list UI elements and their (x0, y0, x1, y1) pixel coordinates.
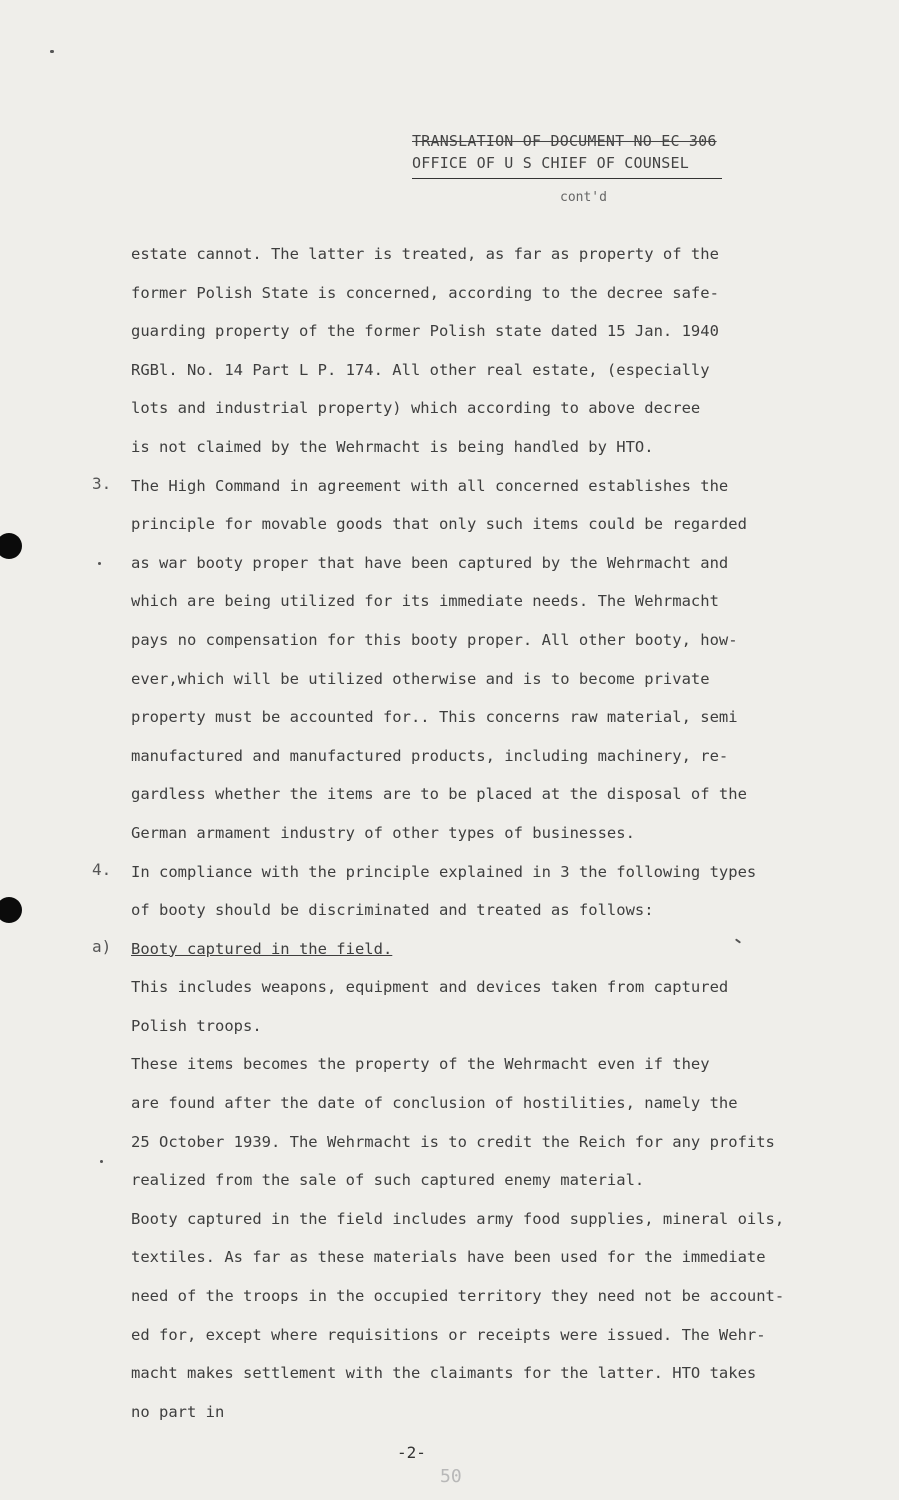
text-line: textiles. As far as these materials have been used for the immediate (131, 1248, 766, 1267)
text-line (131, 935, 831, 974)
punch-hole (0, 533, 22, 559)
text-line: estate cannot. The latter is treated, as far as property of the (131, 245, 719, 263)
text-line: gardless whether the items are to be placed at the disposal of the (131, 785, 747, 804)
section-number: 3. (92, 474, 112, 493)
text-line: realized from the sale of such captured enemy material. (131, 1171, 645, 1190)
section-heading: Booty captured in the field. (131, 939, 393, 958)
text-line: macht makes settlement with the claimants for the latter. HTO takes (131, 1364, 757, 1383)
section-number: a) (92, 937, 112, 956)
text-line: guarding property of the former Polish state dated 15 Jan. 1940 (131, 322, 719, 341)
text-line: need of the troops in the occupied territory they need not be account- (131, 1287, 785, 1306)
header-rule (412, 178, 722, 179)
text-line: which are being utilized for its immediate needs. The Wehrmacht (131, 592, 719, 611)
text-line: as war booty proper that have been captured by the Wehrmacht and (131, 553, 729, 572)
text-line: This includes weapons, equipment and devices taken from captured (131, 978, 729, 997)
document-header (412, 132, 737, 179)
section-number: 4. (92, 860, 112, 879)
continued-label: cont'd (560, 190, 607, 205)
text-line: pays no compensation for this booty proper. All other booty, how- (131, 630, 738, 649)
text-line: ever,which will be utilized otherwise and is to become private (131, 669, 710, 688)
text-line: lots and industrial property) which according to above decree (131, 399, 701, 418)
text-line: ed for, except where requisitions or receipts were issued. The Wehr- (131, 1325, 766, 1344)
text-line: are found after the date of conclusion of hostilities, namely the (131, 1094, 738, 1113)
paper-speck (98, 562, 101, 565)
text-line: property must be accounted for.. This concerns raw material, semi (131, 708, 738, 727)
text-line: no part in (131, 1402, 225, 1421)
document-body (131, 240, 831, 1436)
text-line: is not claimed by the Wehrmacht is being handled by HTO. (131, 437, 654, 456)
text-line: manufactured and manufactured products, including machinery, re- (131, 746, 729, 765)
text-line: The High Command in agreement with all concerned establishes the (131, 476, 729, 495)
punch-hole (0, 897, 22, 923)
text-line: These items becomes the property of the Wehrmacht even if they (131, 1055, 710, 1074)
page-number: -2- (397, 1443, 426, 1462)
archive-stamp-number: 50 (440, 1466, 462, 1487)
text-line: of booty should be discriminated and treated as follows: (131, 901, 654, 920)
paper-speck (50, 50, 54, 53)
text-line: 25 October 1939. The Wehrmacht is to credit the Reich for any profits (131, 1132, 775, 1151)
paper-speck (100, 1160, 103, 1163)
translation-title: TRANSLATION OF DOCUMENT NO EC 306 (412, 132, 717, 150)
office-title: OFFICE OF U S CHIEF OF COUNSEL (412, 154, 689, 172)
text-line: RGBl. No. 14 Part L P. 174. All other real estate, (especially (131, 360, 710, 379)
text-line: Booty captured in the field includes army food supplies, mineral oils, (131, 1209, 785, 1228)
text-line: principle for movable goods that only such items could be regarded (131, 515, 747, 534)
text-line: German armament industry of other types of businesses. (131, 823, 635, 842)
text-line: former Polish State is concerned, according to the decree safe- (131, 283, 719, 302)
text-line: Polish troops. (131, 1016, 262, 1035)
text-line: In compliance with the principle explained in 3 the following types (131, 862, 757, 881)
